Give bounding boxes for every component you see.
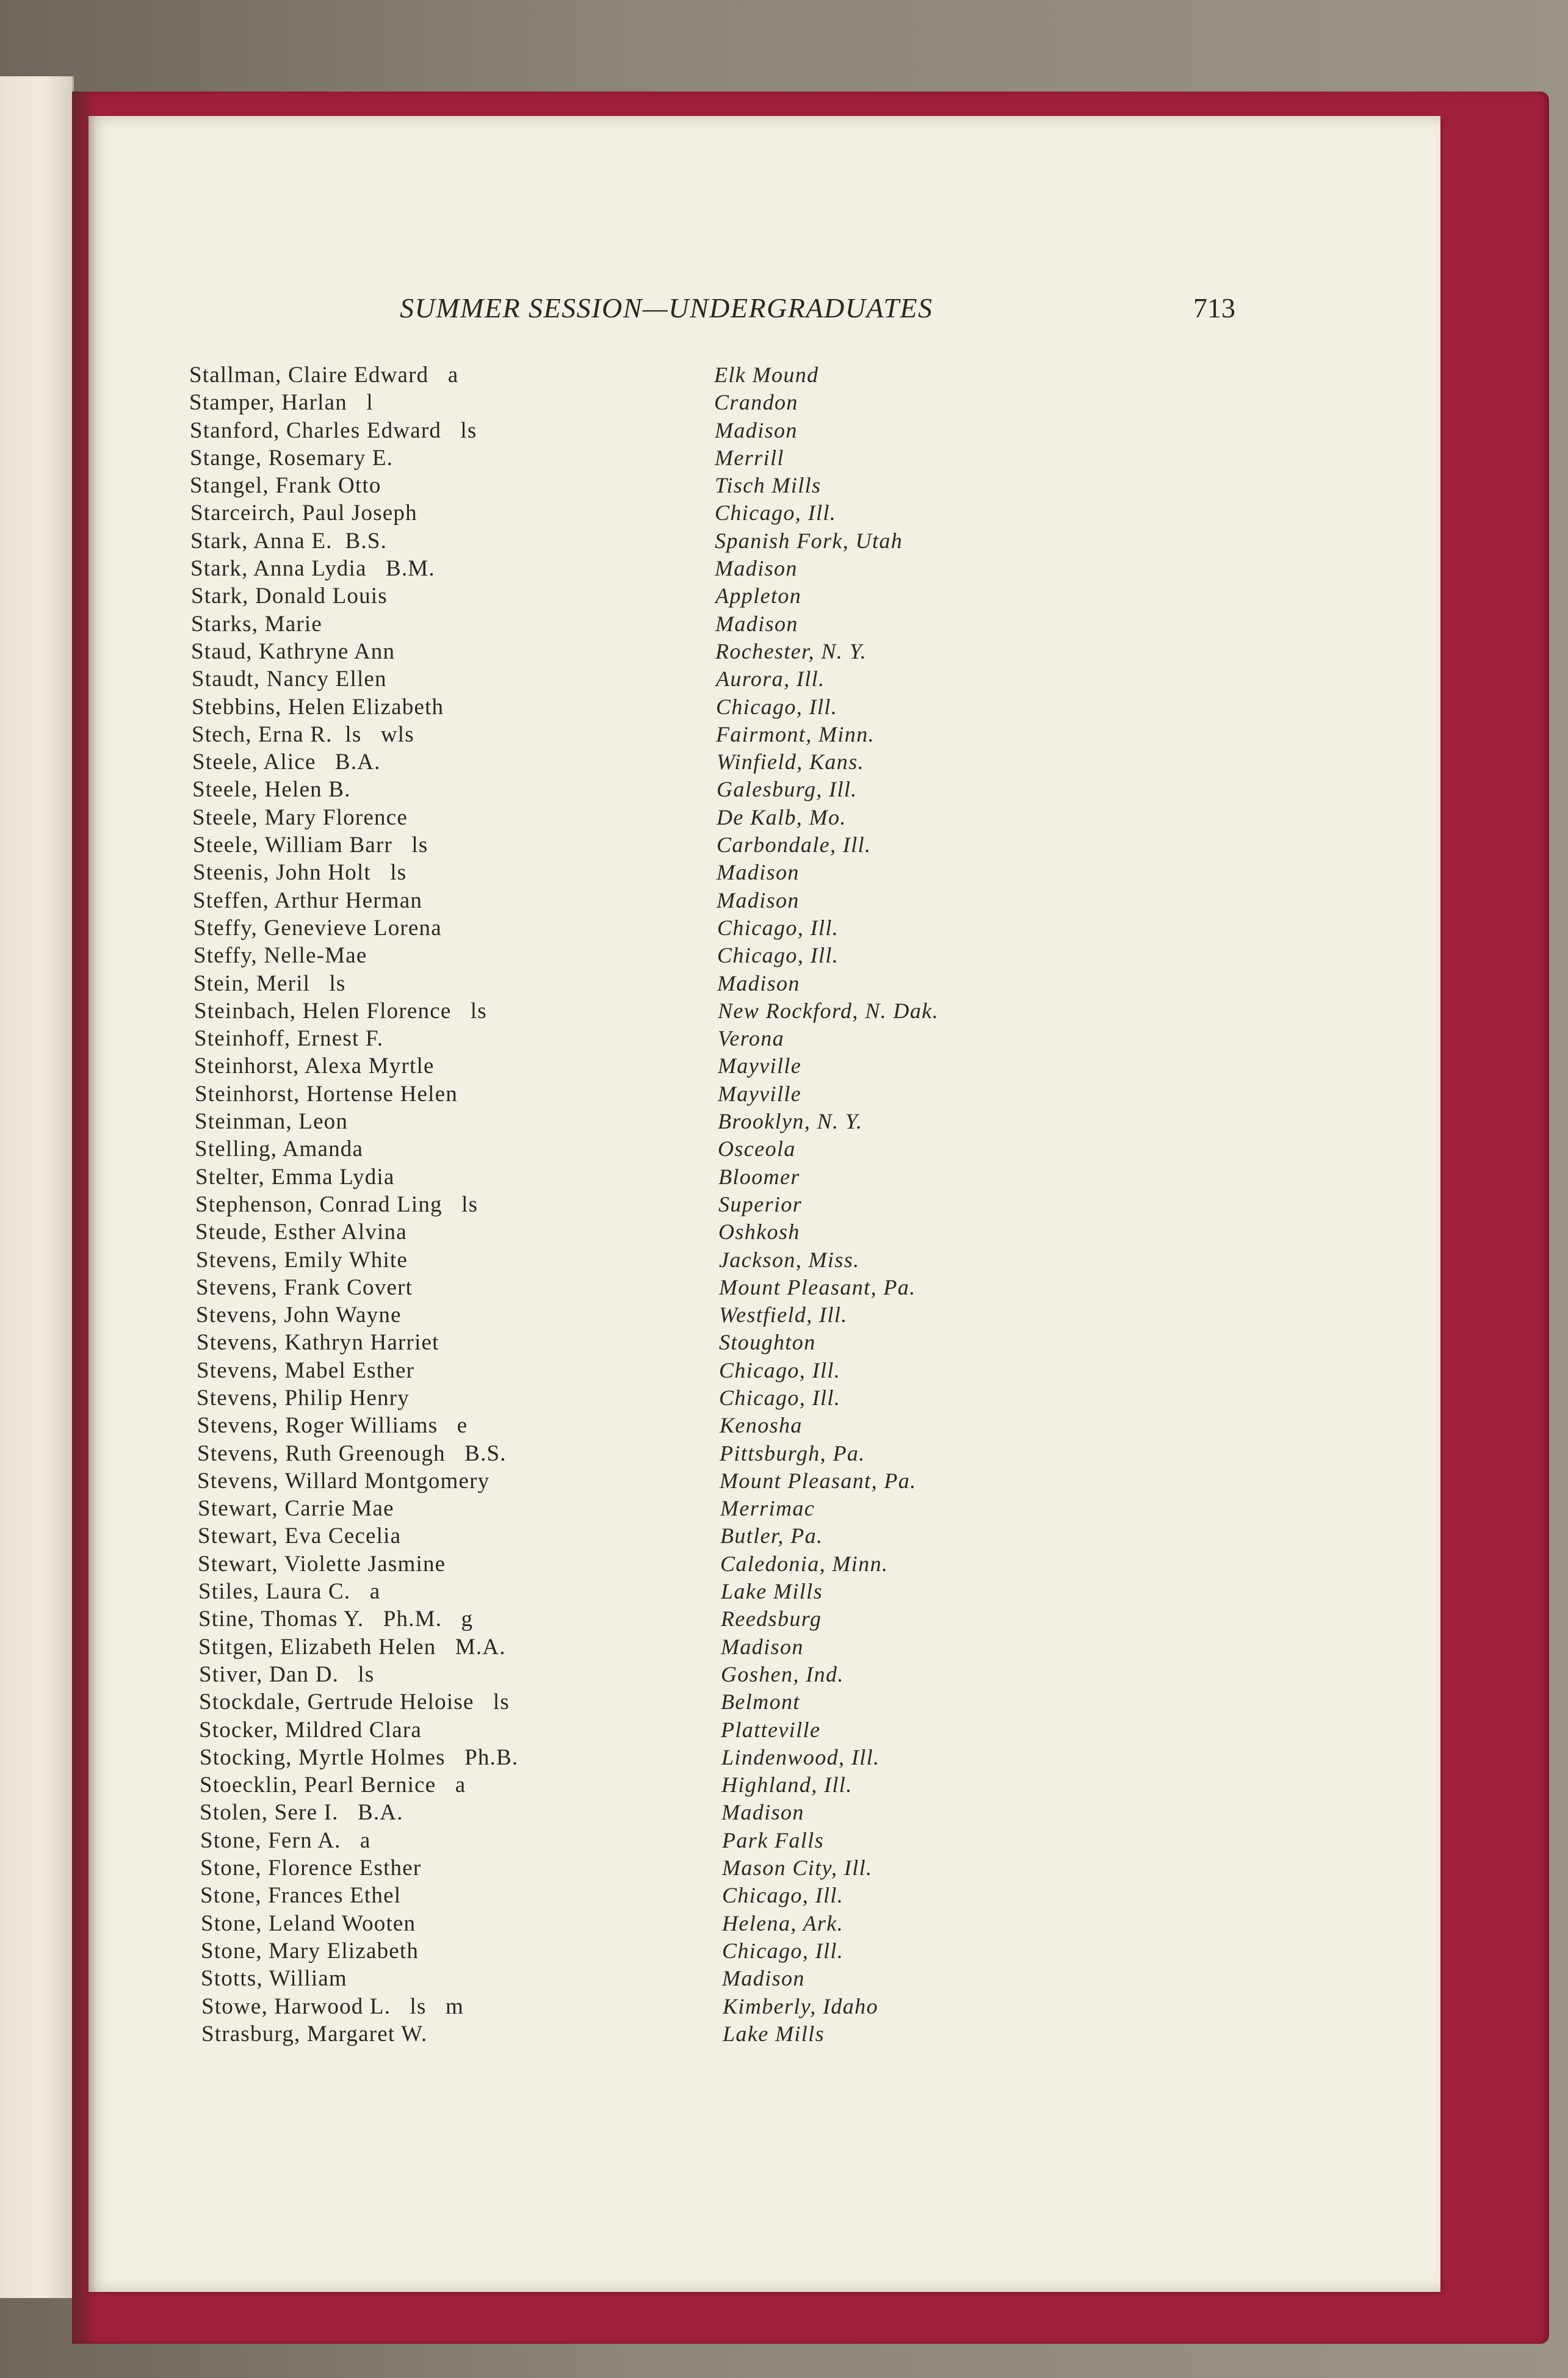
student-hometown: Chicago, Ill. bbox=[717, 915, 839, 940]
student-name: Steinhorst, Hortense Helen bbox=[195, 1081, 458, 1107]
list-item bbox=[0, 472, 1568, 500]
student-name: Stebbins, Helen Elizabeth bbox=[192, 694, 444, 720]
student-hometown: Madison bbox=[717, 887, 800, 913]
student-name: Steude, Esther Alvina bbox=[195, 1220, 407, 1245]
student-hometown: Pittsburgh, Pa. bbox=[720, 1440, 865, 1465]
list-item bbox=[0, 1634, 1568, 1661]
list-item bbox=[0, 389, 1568, 417]
list-item bbox=[0, 445, 1568, 472]
student-name: Starks, Marie bbox=[191, 611, 322, 637]
student-hometown: Lindenwood, Ill. bbox=[721, 1744, 880, 1769]
list-item bbox=[0, 1772, 1568, 1799]
list-item bbox=[0, 942, 1568, 970]
list-item bbox=[0, 1385, 1568, 1412]
student-name: Stamper, Harlan l bbox=[189, 390, 374, 416]
student-name: Stein, Meril ls bbox=[193, 970, 346, 996]
student-hometown: Madison bbox=[721, 1634, 804, 1659]
list-item bbox=[0, 1495, 1568, 1523]
student-name: Stiles, Laura C. a bbox=[198, 1579, 381, 1605]
student-name: Stewart, Eva Cecelia bbox=[198, 1523, 402, 1549]
student-name: Stech, Erna R. ls wls bbox=[192, 721, 414, 747]
student-hometown: Lake Mills bbox=[721, 1579, 823, 1604]
list-item bbox=[0, 500, 1568, 527]
student-hometown: Madison bbox=[722, 1966, 805, 1991]
list-item bbox=[0, 1164, 1568, 1191]
student-hometown: Madison bbox=[715, 556, 798, 581]
list-item bbox=[0, 1551, 1568, 1578]
page-number: 713 bbox=[1193, 292, 1235, 323]
student-name: Staudt, Nancy Ellen bbox=[192, 667, 387, 692]
student-hometown: Fairmont, Minn. bbox=[716, 721, 875, 746]
student-name: Stockdale, Gertrude Heloise ls bbox=[199, 1690, 510, 1715]
student-hometown: Reedsburg bbox=[721, 1606, 822, 1632]
student-hometown: Kimberly, Idaho bbox=[723, 1993, 878, 2018]
list-item bbox=[0, 1329, 1568, 1357]
list-item bbox=[0, 915, 1568, 942]
student-name: Stark, Anna Lydia B.M. bbox=[190, 556, 435, 582]
student-name: Stine, Thomas Y. Ph.M. g bbox=[198, 1606, 474, 1632]
student-name: Stolen, Sere I. B.A. bbox=[200, 1800, 403, 1826]
student-hometown: Park Falls bbox=[722, 1827, 824, 1852]
list-item bbox=[0, 1799, 1568, 1827]
student-hometown: Crandon bbox=[714, 390, 798, 415]
student-name: Stiver, Dan D. ls bbox=[199, 1661, 375, 1687]
student-name: Stelter, Emma Lydia bbox=[195, 1164, 395, 1190]
list-item bbox=[0, 804, 1568, 832]
list-item bbox=[0, 1468, 1568, 1495]
student-name: Stevens, Willard Montgomery bbox=[197, 1468, 490, 1494]
student-hometown: Galesburg, Ill. bbox=[717, 777, 858, 802]
student-hometown: Chicago, Ill. bbox=[716, 694, 838, 719]
list-item bbox=[0, 1440, 1568, 1468]
student-hometown: Chicago, Ill. bbox=[722, 1938, 844, 1963]
student-hometown: Jackson, Miss. bbox=[719, 1247, 860, 1272]
student-hometown: Brooklyn, N. Y. bbox=[718, 1109, 863, 1134]
student-name: Stark, Donald Louis bbox=[191, 584, 388, 609]
list-item bbox=[0, 694, 1568, 721]
student-hometown: Appleton bbox=[715, 584, 802, 609]
student-name: Stotts, William bbox=[201, 1966, 347, 1992]
student-list bbox=[0, 362, 1568, 2048]
list-item bbox=[0, 417, 1568, 445]
student-hometown: Kenosha bbox=[720, 1413, 803, 1438]
student-hometown: Oshkosh bbox=[718, 1220, 800, 1245]
student-name: Steinman, Leon bbox=[195, 1109, 349, 1135]
list-item bbox=[0, 638, 1568, 666]
student-name: Stark, Anna E. B.S. bbox=[190, 528, 388, 554]
student-hometown: Elk Mound bbox=[714, 363, 819, 387]
student-hometown: Bloomer bbox=[718, 1164, 800, 1189]
list-item bbox=[0, 1938, 1568, 1965]
student-hometown: Chicago, Ill. bbox=[715, 501, 837, 526]
student-hometown: Mayville bbox=[718, 1053, 802, 1079]
list-item bbox=[0, 776, 1568, 804]
list-item bbox=[0, 611, 1568, 638]
student-name: Steenis, John Holt ls bbox=[193, 860, 407, 886]
student-name: Stevens, Roger Williams e bbox=[197, 1413, 468, 1439]
list-item bbox=[0, 555, 1568, 583]
student-hometown: Mason City, Ill. bbox=[722, 1856, 873, 1881]
list-item bbox=[0, 1247, 1568, 1274]
student-hometown: De Kalb, Mo. bbox=[717, 804, 847, 829]
list-item bbox=[0, 887, 1568, 915]
list-item bbox=[0, 1661, 1568, 1689]
list-item bbox=[0, 1717, 1568, 1744]
student-name: Stevens, Mabel Esther bbox=[197, 1357, 415, 1383]
list-item bbox=[0, 749, 1568, 776]
student-hometown: Madison bbox=[715, 611, 798, 636]
list-item bbox=[0, 859, 1568, 887]
list-item bbox=[0, 1993, 1568, 2021]
list-item bbox=[0, 1081, 1568, 1108]
student-hometown: Highland, Ill. bbox=[721, 1773, 853, 1798]
student-hometown: Merrill bbox=[715, 445, 784, 470]
student-hometown: Westfield, Ill. bbox=[719, 1303, 848, 1328]
student-name: Stevens, Kathryn Harriet bbox=[197, 1330, 439, 1356]
list-item bbox=[0, 1357, 1568, 1385]
student-hometown: Tisch Mills bbox=[715, 473, 822, 498]
student-hometown: Madison bbox=[715, 417, 798, 443]
student-name: Stitgen, Elizabeth Helen M.A. bbox=[198, 1634, 506, 1660]
student-name: Steele, William Barr ls bbox=[193, 833, 428, 858]
student-name: Steele, Alice B.A. bbox=[192, 750, 381, 775]
student-name: Stewart, Carrie Mae bbox=[198, 1496, 394, 1522]
list-item bbox=[0, 666, 1568, 693]
student-name: Stevens, Emily White bbox=[196, 1247, 408, 1273]
student-name: Stowe, Harwood L. ls m bbox=[201, 1993, 464, 2019]
student-name: Starceirch, Paul Joseph bbox=[190, 501, 417, 526]
student-name: Stange, Rosemary E. bbox=[190, 445, 394, 471]
student-name: Stevens, Philip Henry bbox=[197, 1385, 410, 1411]
student-hometown: Verona bbox=[718, 1026, 785, 1051]
student-hometown: Carbondale, Ill. bbox=[717, 833, 872, 858]
student-hometown: Winfield, Kans. bbox=[717, 750, 865, 775]
list-item bbox=[0, 1523, 1568, 1550]
student-name: Stangel, Frank Otto bbox=[190, 473, 381, 499]
student-hometown: Chicago, Ill. bbox=[722, 1883, 844, 1908]
student-name: Stewart, Violette Jasmine bbox=[198, 1551, 446, 1577]
list-item bbox=[0, 1578, 1568, 1606]
list-item bbox=[0, 1053, 1568, 1080]
list-item bbox=[0, 1136, 1568, 1163]
list-item bbox=[0, 1689, 1568, 1716]
student-hometown: Chicago, Ill. bbox=[719, 1357, 841, 1382]
list-item bbox=[0, 583, 1568, 610]
student-hometown: Superior bbox=[718, 1191, 803, 1216]
student-hometown: Madison bbox=[717, 970, 800, 996]
student-name: Stone, Fern A. a bbox=[200, 1827, 371, 1853]
student-name: Stevens, Frank Covert bbox=[196, 1274, 413, 1300]
student-hometown: Butler, Pa. bbox=[720, 1523, 823, 1549]
student-name: Steffy, Genevieve Lorena bbox=[193, 915, 442, 941]
list-item bbox=[0, 1274, 1568, 1302]
student-hometown: Helena, Ark. bbox=[722, 1910, 844, 1935]
student-name: Stephenson, Conrad Ling ls bbox=[195, 1191, 479, 1217]
student-hometown: Rochester, N. Y. bbox=[715, 638, 867, 663]
list-item bbox=[0, 528, 1568, 555]
list-item bbox=[0, 1827, 1568, 1855]
student-name: Stocking, Myrtle Holmes Ph.B. bbox=[200, 1744, 519, 1770]
list-item bbox=[0, 1606, 1568, 1633]
student-name: Stone, Mary Elizabeth bbox=[201, 1938, 419, 1964]
student-name: Stevens, Ruth Greenough B.S. bbox=[197, 1440, 507, 1466]
student-name: Stocker, Mildred Clara bbox=[199, 1717, 422, 1743]
student-hometown: Mount Pleasant, Pa. bbox=[720, 1468, 917, 1493]
student-name: Stone, Leland Wooten bbox=[201, 1910, 416, 1936]
list-item bbox=[0, 1882, 1568, 1910]
student-name: Staud, Kathryne Ann bbox=[191, 638, 396, 664]
student-name: Stone, Frances Ethel bbox=[200, 1883, 402, 1909]
list-item bbox=[0, 1108, 1568, 1136]
student-hometown: Merrimac bbox=[720, 1496, 815, 1521]
student-hometown: Chicago, Ill. bbox=[717, 943, 839, 968]
student-name: Stelling, Amanda bbox=[195, 1137, 364, 1162]
student-name: Steffen, Arthur Herman bbox=[193, 887, 423, 913]
student-hometown: Aurora, Ill. bbox=[716, 667, 825, 692]
running-head: SUMMER SESSION—UNDERGRADUATES bbox=[400, 292, 933, 323]
student-hometown: Goshen, Ind. bbox=[721, 1661, 844, 1686]
list-item bbox=[0, 1965, 1568, 1993]
student-name: Steinbach, Helen Florence ls bbox=[194, 998, 487, 1024]
student-hometown: Belmont bbox=[721, 1690, 800, 1715]
list-item bbox=[0, 1855, 1568, 1882]
student-name: Stone, Florence Esther bbox=[200, 1856, 422, 1881]
student-name: Steele, Mary Florence bbox=[192, 804, 408, 830]
student-name: Steinhoff, Ernest F. bbox=[194, 1026, 384, 1052]
student-hometown: Platteville bbox=[721, 1717, 821, 1742]
student-name: Steinhorst, Alexa Myrtle bbox=[194, 1053, 435, 1079]
list-item bbox=[0, 2021, 1568, 2048]
student-name: Stallman, Claire Edward a bbox=[189, 363, 459, 388]
student-name: Stanford, Charles Edward ls bbox=[190, 417, 477, 443]
list-item bbox=[0, 970, 1568, 998]
student-hometown: Chicago, Ill. bbox=[719, 1385, 841, 1410]
list-item bbox=[0, 721, 1568, 749]
list-item bbox=[0, 1025, 1568, 1053]
list-item bbox=[0, 998, 1568, 1025]
student-name: Stoecklin, Pearl Bernice a bbox=[200, 1773, 466, 1798]
list-item bbox=[0, 1219, 1568, 1246]
list-item bbox=[0, 1744, 1568, 1772]
list-item bbox=[0, 1302, 1568, 1329]
student-name: Steffy, Nelle-Mae bbox=[193, 943, 367, 969]
student-hometown: Madison bbox=[721, 1800, 804, 1825]
student-hometown: Lake Mills bbox=[723, 2021, 825, 2046]
student-name: Steele, Helen B. bbox=[192, 777, 351, 803]
student-hometown: Caledonia, Minn. bbox=[720, 1551, 889, 1576]
student-hometown: New Rockford, N. Dak. bbox=[718, 998, 939, 1023]
student-name: Stevens, John Wayne bbox=[196, 1303, 402, 1328]
list-item bbox=[0, 1412, 1568, 1440]
student-hometown: Mayville bbox=[718, 1081, 802, 1106]
student-hometown: Stoughton bbox=[719, 1330, 816, 1355]
student-hometown: Madison bbox=[717, 860, 800, 885]
student-name: Strasburg, Margaret W. bbox=[201, 2021, 428, 2047]
list-item bbox=[0, 832, 1568, 859]
list-item bbox=[0, 1191, 1568, 1219]
list-item bbox=[0, 1910, 1568, 1938]
student-hometown: Osceola bbox=[718, 1137, 796, 1162]
list-item bbox=[0, 362, 1568, 389]
student-hometown: Spanish Fork, Utah bbox=[715, 528, 903, 553]
student-hometown: Mount Pleasant, Pa. bbox=[719, 1274, 916, 1299]
